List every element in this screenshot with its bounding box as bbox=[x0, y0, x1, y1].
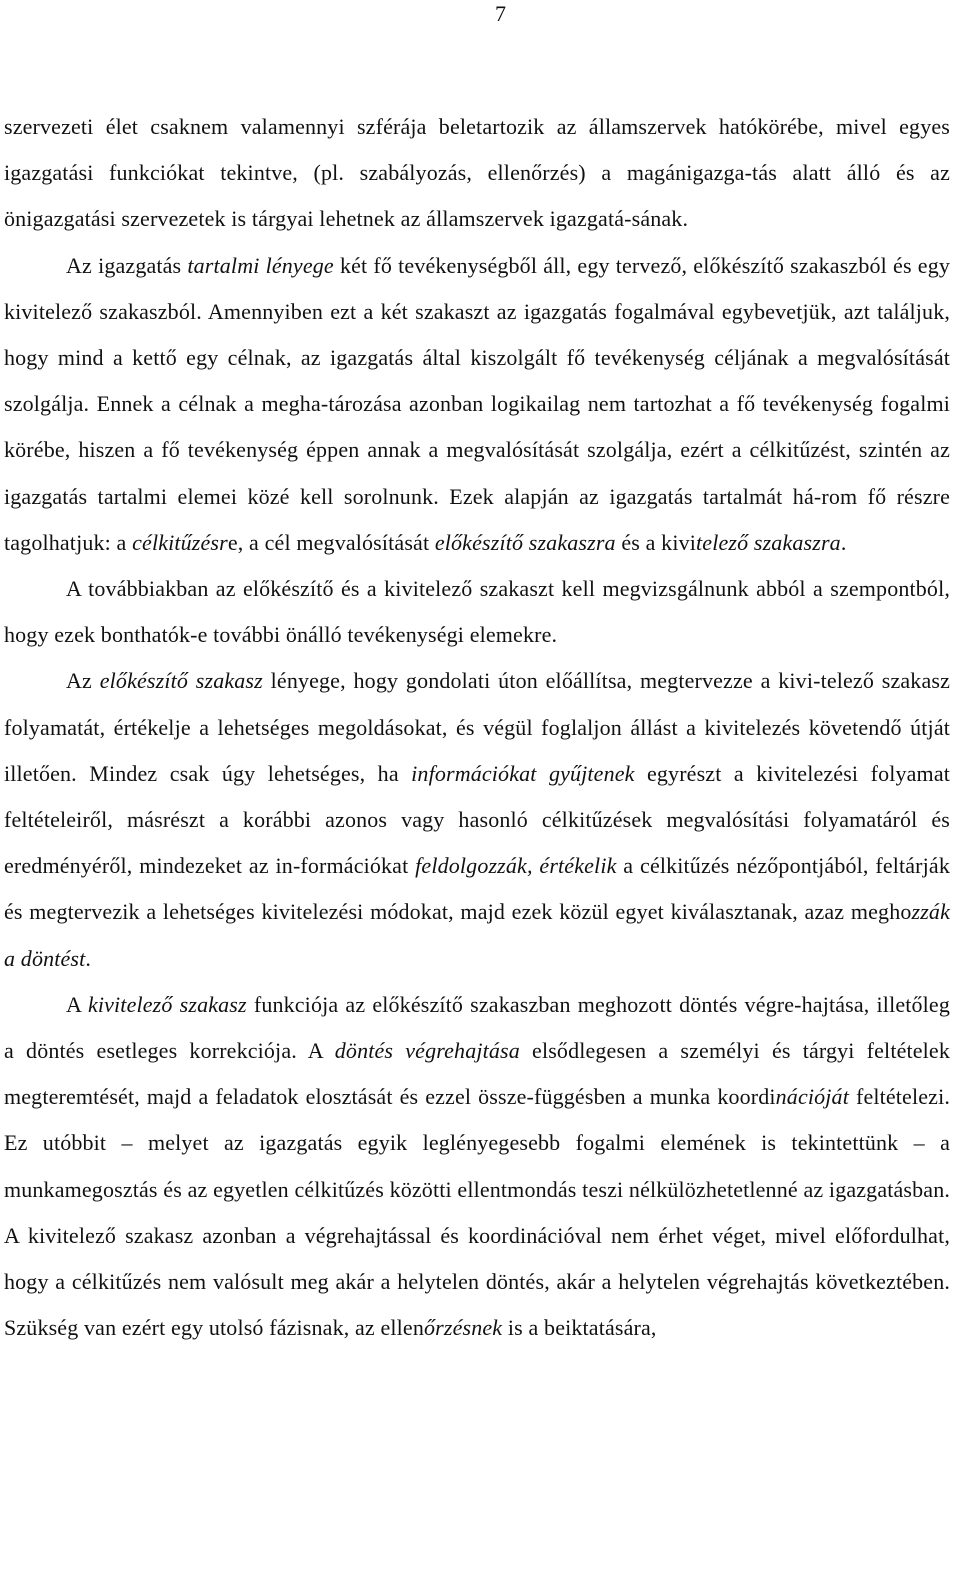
text-run: feltételezi. Ez utóbbit – melyet az igazgatás egyik leglényegesebb fogalmi elemének is tekintettünk – a munkamegosztás és az egyetlen célkitűzés közötti ellentmondás teszi nélkülözhetetlenné az igazgatásban. A kivitelező szakasz azonban a végrehajtással és koordinációval nem érhet véget, mivel előfordulhat, hogy a célkitűzés nem valósult meg akár a helytelen döntés, akár a helytelen végrehajtás következtében. Szükség van ezért egy utolsó fázisnak, az ellen bbox=[4, 1084, 950, 1341]
emphasized-text: előkészítő szakasz bbox=[99, 668, 263, 694]
text-run: A továbbiakban az előkészítő és a kivitelező szakaszt kell megvizsgálnunk abból a szempontból, hogy ezek bonthatók-e további önálló tevékenységi elemekre. bbox=[4, 576, 950, 648]
text-run: Az bbox=[66, 668, 100, 694]
text-run: is a beiktatására, bbox=[502, 1315, 657, 1341]
emphasized-text: őrzésnek bbox=[424, 1315, 503, 1341]
emphasized-text: célkitűzésr bbox=[132, 529, 228, 555]
text-run: Az igazgatás bbox=[66, 252, 188, 278]
page-number: 7 bbox=[495, 1, 506, 26]
emphasized-text: tartalmi lényege bbox=[187, 252, 334, 278]
paragraph-2 bbox=[4, 243, 950, 566]
text-run: funkciója az előkészítő szakaszban meghozott döntés végre-hajtása, illetőleg a döntés esetleges korrekciója. A bbox=[4, 991, 950, 1064]
emphasized-text: feldolgozzák, értékelik bbox=[415, 853, 617, 879]
text-run: . bbox=[840, 529, 847, 555]
paragraph-5 bbox=[4, 982, 950, 1352]
paragraph-1 bbox=[4, 104, 950, 243]
text-run: elsődlegesen a személyi és tárgyi feltételek megteremtését, majd a feladatok elosztását és ezzel össze-függésben a munka koordi bbox=[4, 1038, 950, 1110]
text-run: lényege, hogy gondolati úton előállítsa, megtervezze a kivi-telező szakasz folyamatát, értékelje a lehetséges megoldásokat, és végül foglaljon állást a kivitelezés követendő útját illetően. Mindez csak úgy lehetséges, ha bbox=[4, 668, 951, 786]
emphasized-text: zzák a döntést bbox=[4, 899, 950, 971]
text-run: e, a cél megvalósítását bbox=[227, 529, 435, 555]
text-run: szervezeti élet csaknem valamennyi szférája beletartozik az államszervek hatókörébe, mivel egyes igazgatási funkciókat tekintve, (pl. szabályozás, ellenőrzés) a magánigazga-tás alatt álló és az önigazgatási szervezetek is tárgyai lehetnek az államszervek igazgatá-sának. bbox=[4, 114, 950, 232]
emphasized-text: információkat gyűjtenek bbox=[411, 760, 635, 786]
text-run: A bbox=[66, 991, 88, 1017]
emphasized-text: döntés végrehajtása bbox=[334, 1038, 520, 1064]
emphasized-text: előkészítő szakaszra bbox=[434, 529, 616, 555]
text-run: és a kivi bbox=[615, 529, 697, 555]
emphasized-text: kivitelező szakasz bbox=[87, 991, 247, 1017]
body-text bbox=[4, 104, 950, 1351]
paragraph-4 bbox=[4, 658, 950, 981]
emphasized-text: telező szakaszra bbox=[696, 529, 841, 555]
text-run: egyrészt a kivitelezési folyamat feltételeiről, másrészt a korábbi azonos vagy hasonló célkitűzések megvalósítási folyamatáról és eredményéről, mindezeket az in-formációkat bbox=[4, 760, 950, 879]
paragraph-3 bbox=[4, 566, 950, 658]
text-run: a célkitűzés nézőpontjából, feltárják és megtervezik a lehetséges kivitelezési módokat, majd ezek közül egyet kiválasztanak, azaz megho bbox=[4, 853, 950, 925]
text-run: két fő tevékenységből áll, egy tervező, előkészítő szakaszból és egy kivitelező szakaszból. Amennyiben ezt a két szakaszt az igazgatás fogalmával egybevetjük, azt találjuk, hogy mind a kettő egy célnak, az igazgatás által kiszolgált fő tevékenység céljának a megvalósítását szolgálja. Ennek a célnak a megha-tározása azonban logikailag nem tartozhat a fő tevékenység fogalmi körébe, hiszen a fő tevékenység éppen annak a megvalósítását szolgálja, ezért a célkitűzést, szintén az igazgatás tartalmi elemei közé kell sorolnunk. Ezek alapján az igazgatás tartalmát há-rom fő részre tagolhatjuk: a bbox=[4, 252, 950, 555]
emphasized-text: nációját bbox=[775, 1084, 849, 1110]
text-run: . bbox=[85, 945, 92, 971]
